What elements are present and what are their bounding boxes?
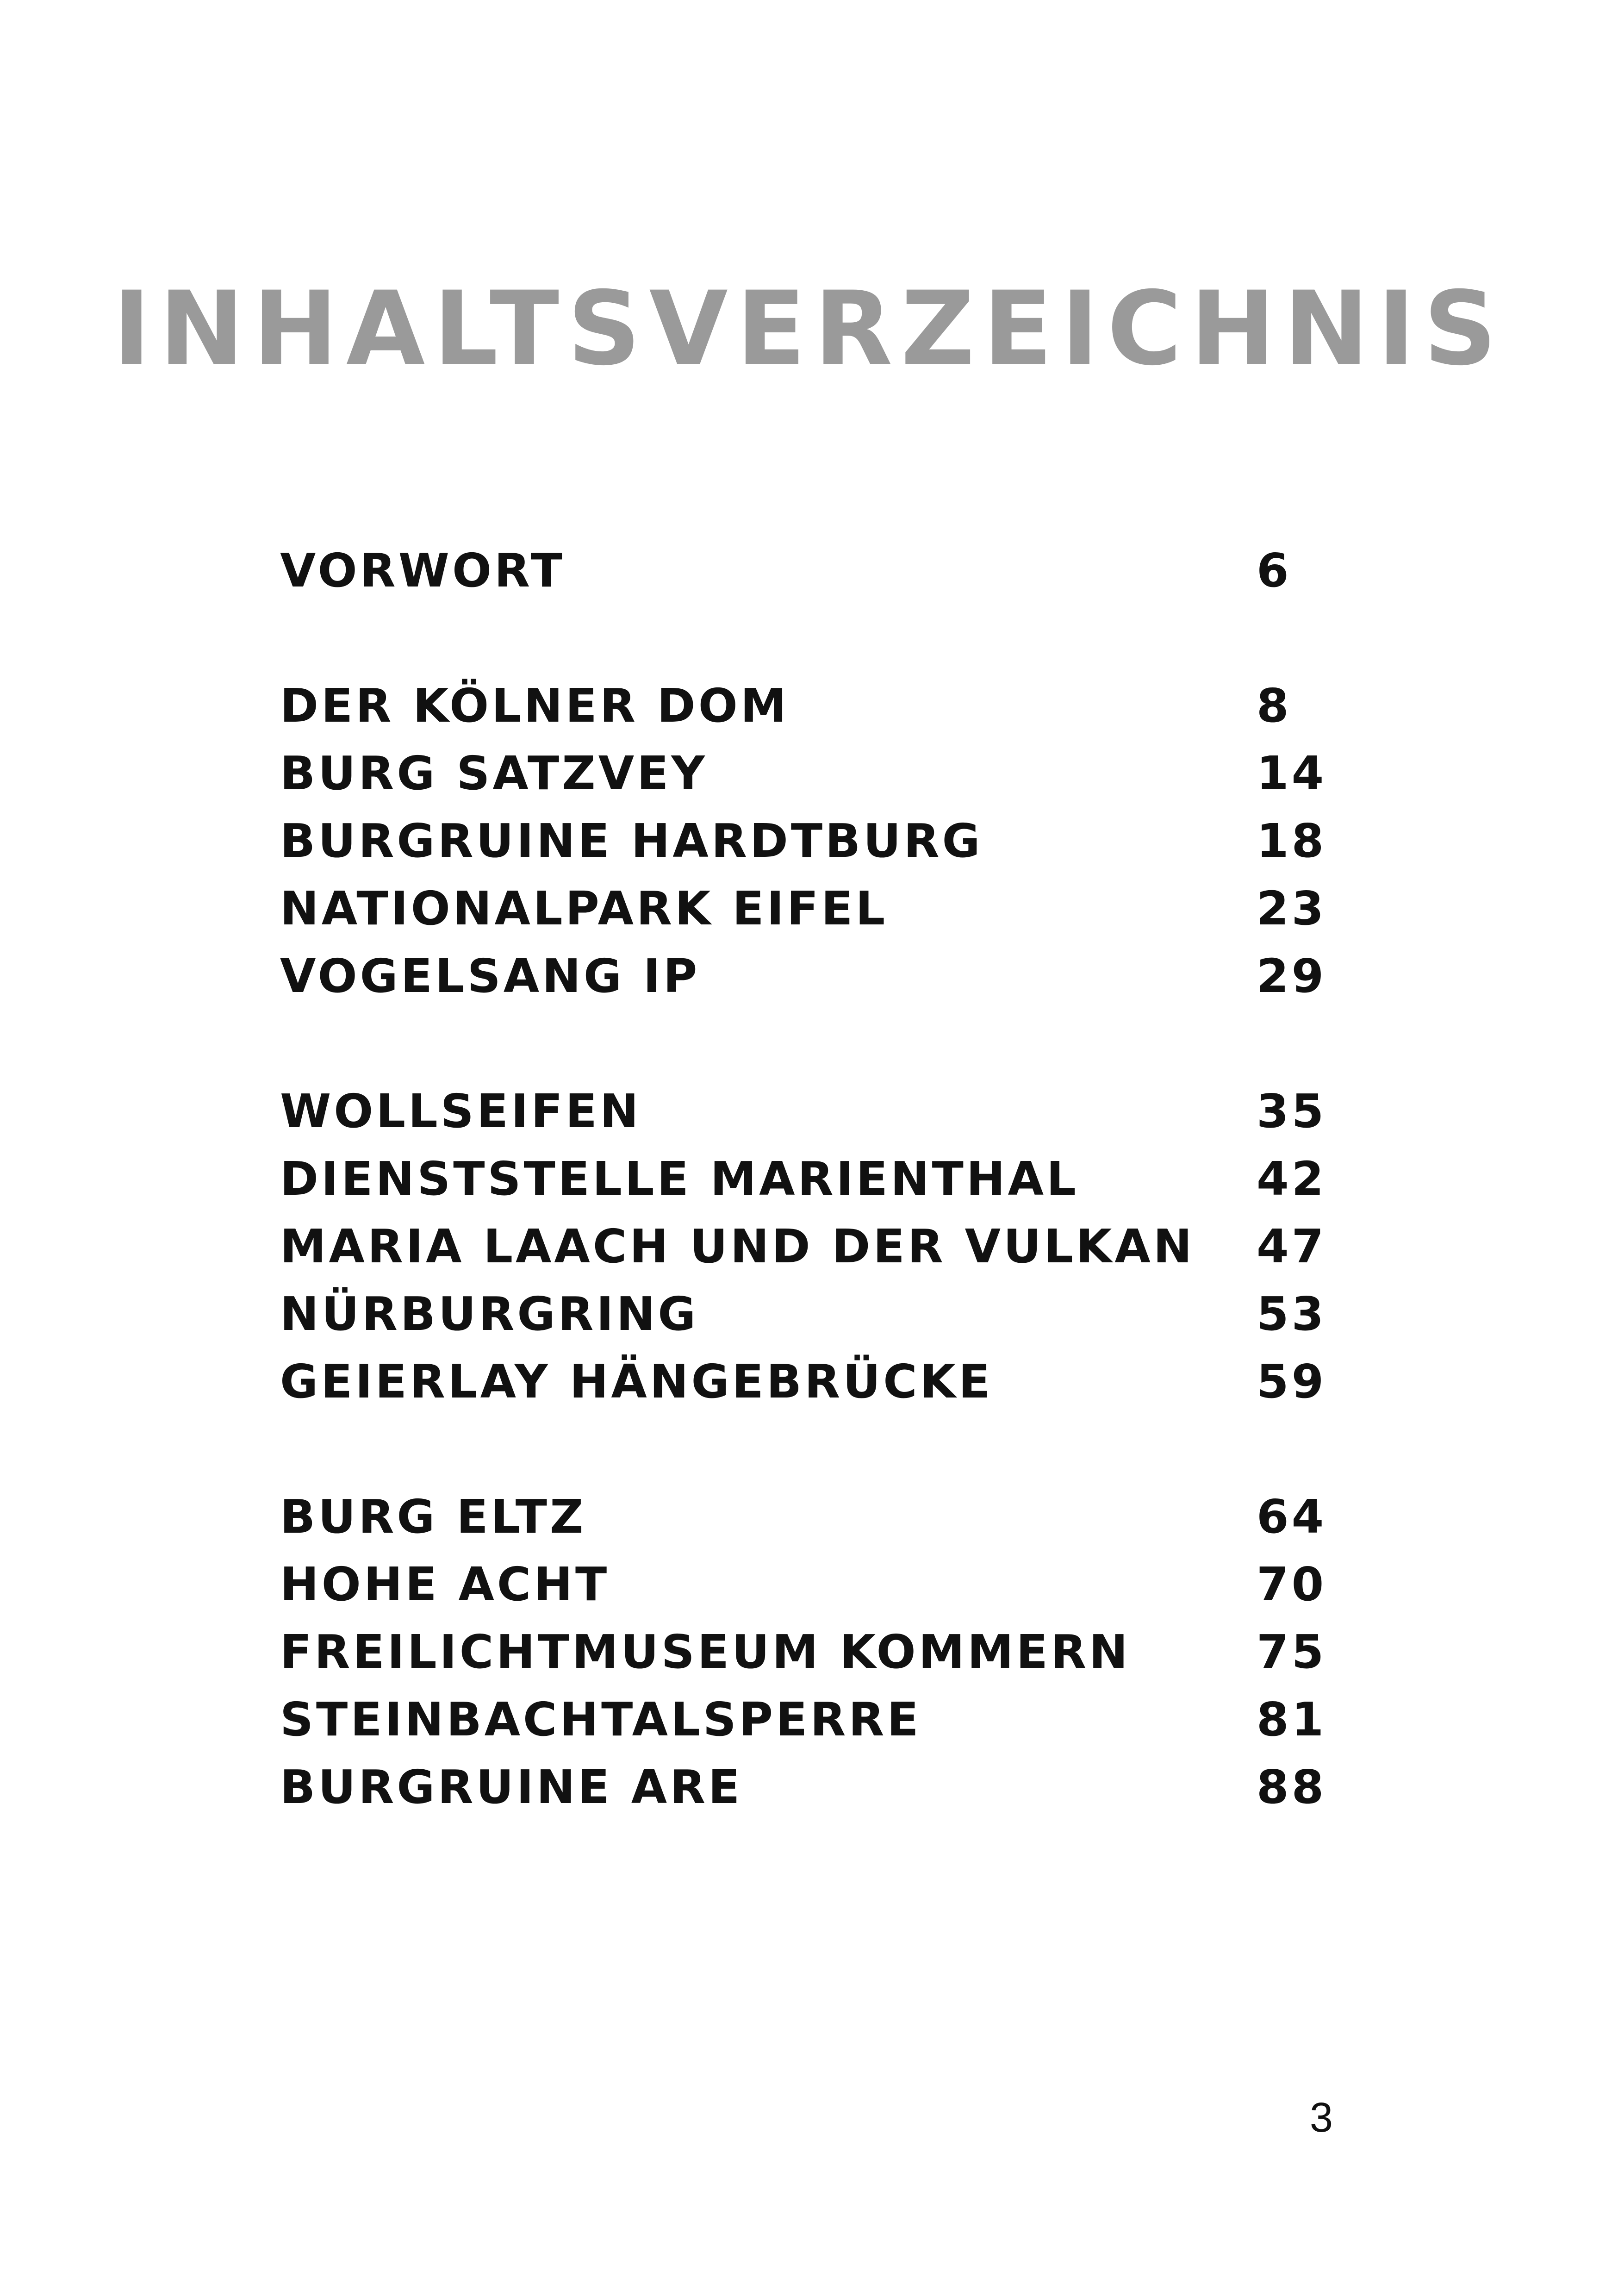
toc-entry [280, 1618, 1344, 1686]
toc-group [280, 1078, 1344, 1416]
toc-entry-title: NÜRBURGRING [280, 1287, 699, 1341]
toc-entry-page: 75 [1257, 1625, 1327, 1679]
toc-entry [280, 942, 1344, 1010]
toc-entry [280, 740, 1344, 807]
toc-entry [280, 1551, 1344, 1618]
toc-group [280, 537, 1344, 605]
page-title: INHALTSVERZEICHNIS [112, 269, 1506, 388]
toc-entry-title: STEINBACHTALSPERRE [280, 1692, 921, 1747]
toc-entry [280, 1753, 1344, 1821]
toc-entry-page: 64 [1257, 1490, 1327, 1544]
toc-entry-title: WOLLSEIFEN [280, 1084, 641, 1138]
toc-entry-title: HOHE ACHT [280, 1557, 610, 1611]
toc-entry-title: MARIA LAACH UND DER VULKAN [280, 1219, 1195, 1273]
toc-entry-title: DIENSTSTELLE MARIENTHAL [280, 1152, 1079, 1206]
toc-entry-page: 23 [1257, 881, 1327, 936]
toc-entry [280, 1213, 1344, 1280]
toc-entry-title: BURG ELTZ [280, 1490, 586, 1544]
toc-group [280, 1483, 1344, 1821]
toc-entry [280, 1145, 1344, 1213]
toc-entry-page: 53 [1257, 1287, 1327, 1341]
toc-entry [280, 537, 1344, 605]
toc-group [280, 672, 1344, 1010]
toc-entry [280, 1348, 1344, 1416]
toc-entry-page: 35 [1257, 1084, 1327, 1138]
toc-entry-title: BURGRUINE HARDTBURG [280, 814, 983, 868]
toc-entry-page: 59 [1257, 1354, 1327, 1409]
toc-entry [280, 1686, 1344, 1753]
toc-entry-title: FREILICHTMUSEUM KOMMERN [280, 1625, 1131, 1679]
toc-entry-page: 8 [1257, 679, 1292, 733]
toc-entry [280, 1280, 1344, 1348]
toc-entry-title: GEIERLAY HÄNGEBRÜCKE [280, 1354, 993, 1409]
toc-entry [280, 1078, 1344, 1145]
toc-entry-page: 70 [1257, 1557, 1327, 1611]
toc-entry-page: 18 [1257, 814, 1327, 868]
page-number: 3 [1310, 2095, 1333, 2141]
toc-entry-page: 14 [1257, 746, 1327, 800]
toc-entry [280, 807, 1344, 875]
toc-entry-title: VORWORT [280, 543, 565, 598]
toc-entry-title: BURG SATZVEY [280, 746, 708, 800]
toc-entry [280, 1483, 1344, 1551]
toc-entry [280, 875, 1344, 942]
toc-entry-page: 47 [1257, 1219, 1327, 1273]
toc-entry-page: 81 [1257, 1692, 1327, 1747]
toc-entry-title: VOGELSANG IP [280, 949, 700, 1003]
toc-entry-title: BURGRUINE ARE [280, 1760, 743, 1814]
toc-entry-page: 29 [1257, 949, 1327, 1003]
toc-entry-title: NATIONALPARK EIFEL [280, 881, 888, 936]
toc-entry-page: 6 [1257, 543, 1292, 598]
table-of-contents [280, 537, 1344, 1889]
toc-entry-title: DER KÖLNER DOM [280, 679, 790, 733]
toc-entry-page: 88 [1257, 1760, 1327, 1814]
toc-entry [280, 672, 1344, 740]
toc-entry-page: 42 [1257, 1152, 1327, 1206]
